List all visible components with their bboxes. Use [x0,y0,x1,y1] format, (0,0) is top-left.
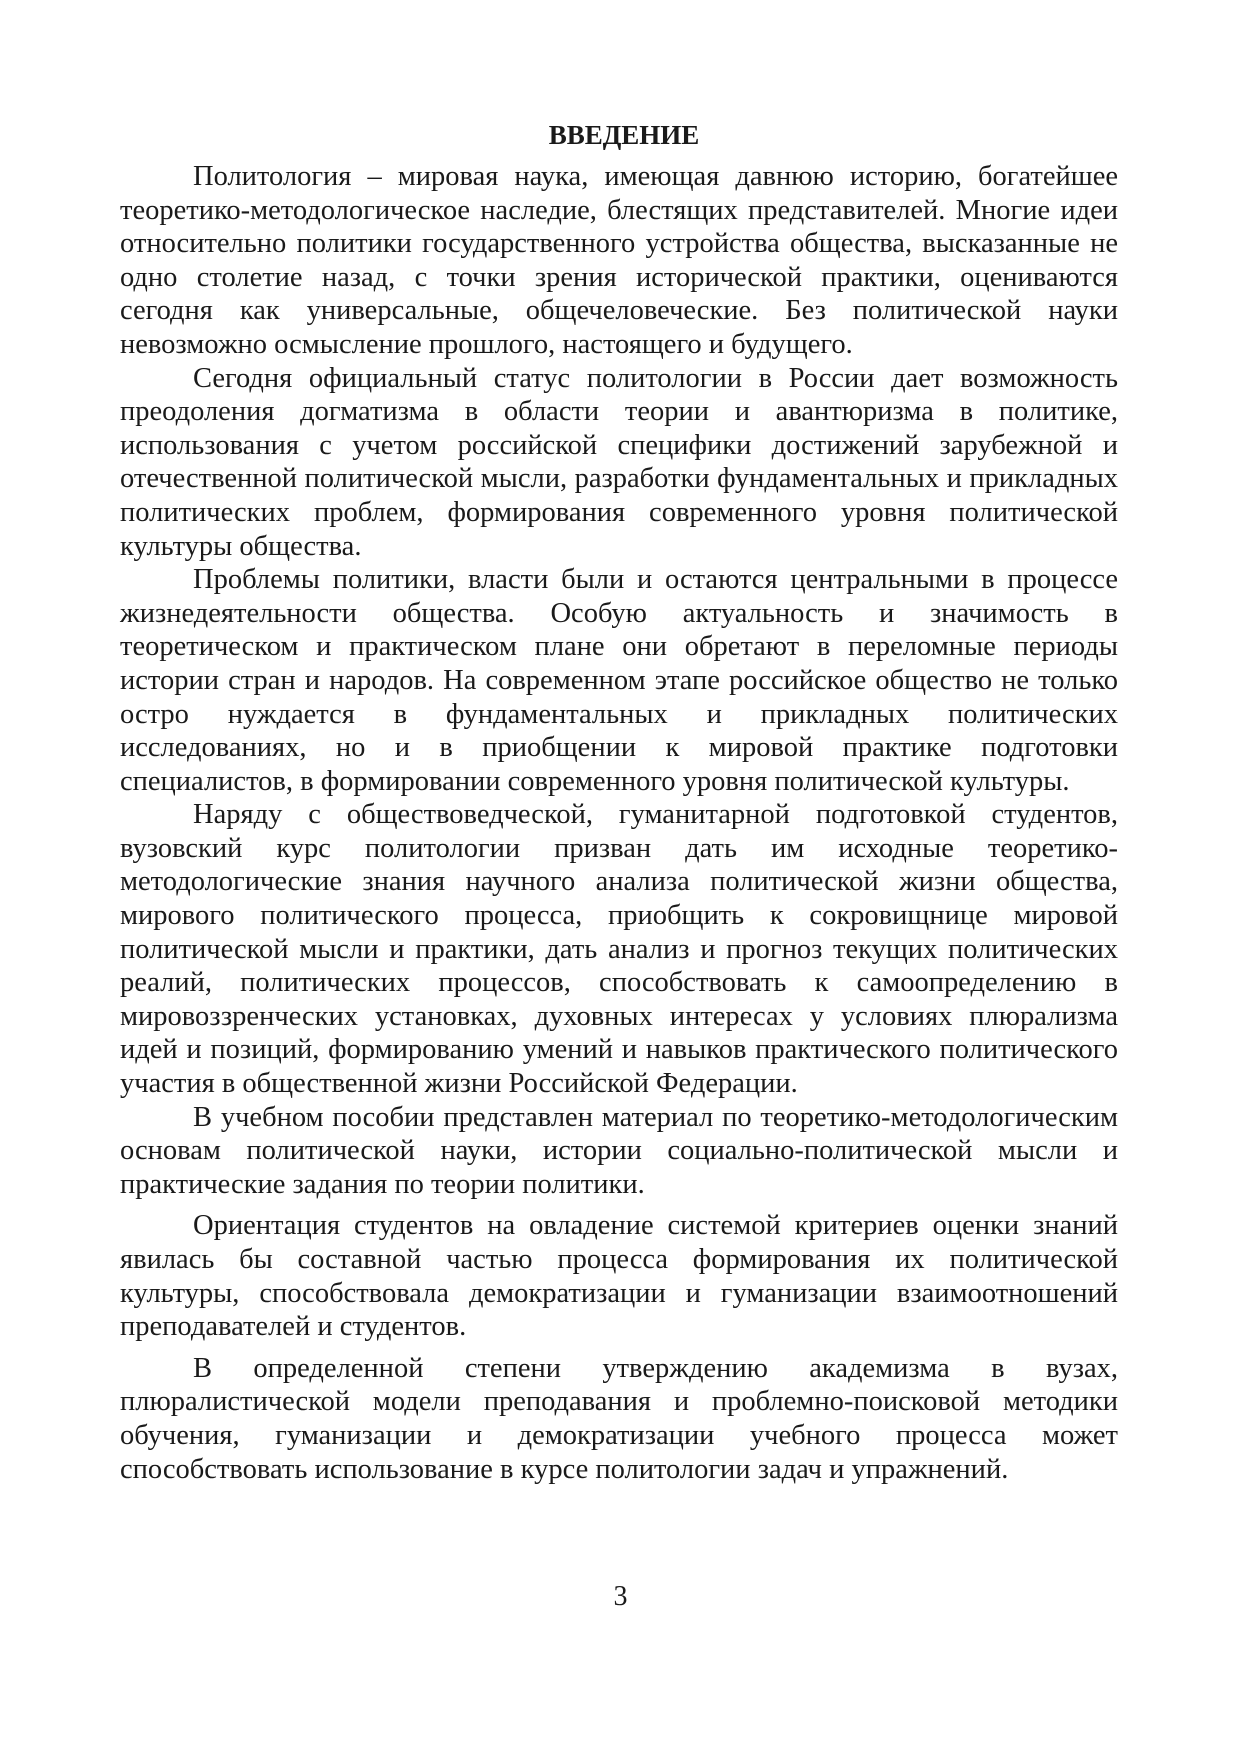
page-content [120,118,1118,1486]
paragraph-6: Ориентация студентов на овладение системой критериев оценки знаний явилась бы составной частью процесса формирования их политической культуры, способствовала демократизации и гуманизации взаимоотношений преподавателей и студентов. [120,1210,1118,1343]
page-title: ВВЕДЕНИЕ [548,120,700,150]
paragraph-1: Политология – мировая наука, имеющая давнюю историю, богатейшее теоретико-методологическое наследие, блестящих представителей. Многие идеи относительно политики государственного устройства общества, высказанные не одно столетие назад, с точки зрения исторической практики, оцениваются сегодня как универсальные, общечеловеческие. Без политической науки невозможно осмысление прошлого, настоящего и будущего. [120,161,1118,360]
page-number: 3 [613,1581,628,1612]
paragraph-5: В учебном пособии представлен материал по теоретико-методологическим основам политической науки, истории социально-политической мысли и практические задания по теории политики. [120,1101,1118,1200]
paragraph-3: Проблемы политики, власти были и остаются центральными в процессе жизнедеятельности общества. Особую актуальность и значимость в теоретическом и практическом плане они обретают в переломные периоды истории стран и народов. На современном этапе российское общество не только остро нуждается в фундаментальных и прикладных политических исследованиях, но и в приобщении к мировой практике подготовки специалистов, в формировании современного уровня политической культуры. [120,564,1118,797]
paragraph-2: Сегодня официальный статус политологии в России дает возможность преодоления догматизма в области теории и авантюризма в политике, использования с учетом российской специфики достижений зарубежной и отечественной политической мысли, разработки фундаментальных и прикладных политических проблем, формирования современного уровня политической культуры общества. [120,362,1118,562]
paragraph-4: Наряду с обществоведческой, гуманитарной подготовкой студентов, вузовский курс политологии призван дать им исходные теоретико-методологические знания научного анализа политической жизни общества, мирового политического процесса, приобщить к сокровищнице мировой политической мысли и практики, дать анализ и прогноз текущих политических реалий, политических процессов, способствовать к самоопределению в мировоззренческих установках, духовных интересах у условиях плюрализма идей и позиций, формированию умений и навыков практического политического участия в общественной жизни Российской Федерации. [120,799,1118,1100]
paragraph-7: В определенной степени утверждению академизма в вузах, плюралистической модели преподавания и проблемно-поисковой методики обучения, гуманизации и демократизации учебного процесса может способствовать использование в курсе политологии задач и упражнений. [120,1352,1118,1485]
